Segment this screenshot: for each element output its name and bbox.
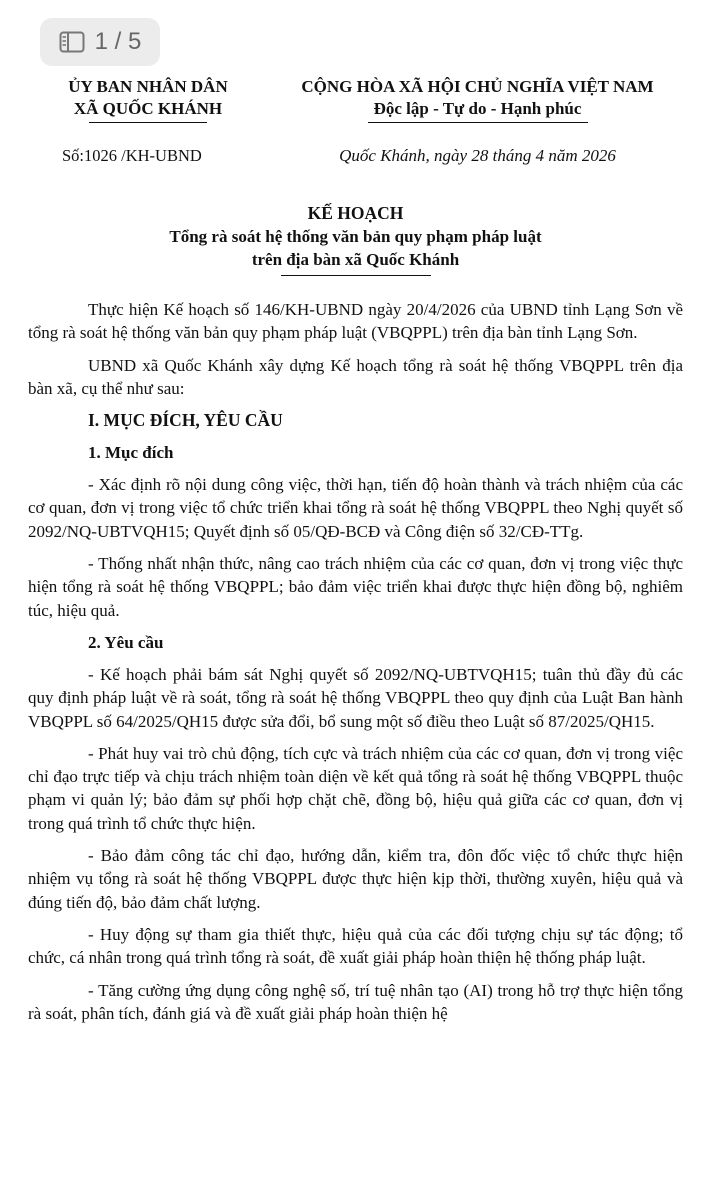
authority-line-2: XÃ QUỐC KHÁNH <box>73 99 223 118</box>
paragraph: Thực hiện Kế hoạch số 146/KH-UBND ngày 20/4/2026 của UBND tỉnh Lạng Sơn về tổng rà soát hệ thống văn bản quy phạm pháp luật (VBQPPL) trên địa bàn tỉnh Lạng Sơn. <box>28 300 683 343</box>
title-main: KẾ HOẠCH <box>307 203 404 223</box>
paragraph: UBND xã Quốc Khánh xây dựng Kế hoạch tổng rà soát hệ thống VBQPPL trên địa bàn xã, cụ thể như sau: <box>28 355 683 398</box>
title-line-2: trên địa bàn xã Quốc Khánh <box>251 250 460 269</box>
subsection-heading: 1. Mục đích <box>88 443 174 463</box>
page-indicator[interactable] <box>40 18 160 66</box>
document-body <box>28 298 683 1034</box>
authority-line-1: ỦY BAN NHÂN DÂN <box>68 77 228 96</box>
paragraph: - Xác định rõ nội dung công việc, thời hạn, tiến độ hoàn thành và trách nhiệm của các cơ quan, đơn vị trong việc tổ chức triển khai tổng rà soát hệ thống VBQPPL theo Nghị quyết số 2092/NQ-UBTVQH15; Quyết định số 05/QĐ-BCĐ và Công điện số 32/CĐ-TTg. <box>28 475 683 541</box>
paragraph: - Thống nhất nhận thức, nâng cao trách nhiệm của các cơ quan, đơn vị trong việc thực hiện tổng rà soát hệ thống VBQPPL; bảo đảm việc triển khai được thực hiện đồng bộ, nghiêm túc, hiệu quả. <box>28 554 683 620</box>
subsection-heading: 2. Yêu cầu <box>88 632 164 652</box>
title-underline <box>281 275 431 276</box>
paragraph: - Bảo đảm công tác chỉ đạo, hướng dẫn, kiểm tra, đôn đốc việc tổ chức thực hiện nhiệm vụ tổng rà soát hệ thống VBQPPL được thực hiện kịp thời, thường xuyên, hiệu quả và đúng tiến độ, bảo đảm chất lượng. <box>28 846 683 912</box>
page-counter: 1 / 5 <box>94 28 142 55</box>
paragraph: - Kế hoạch phải bám sát Nghị quyết số 2092/NQ-UBTVQH15; tuân thủ đầy đủ các quy định pháp luật về rà soát, tổng rà soát hệ thống VBQPPL theo quy định của Luật Ban hành VBQPPL số 64/2025/QH15 được sửa đổi, bổ sung một số điều theo Luật số 87/2025/QH15. <box>28 664 683 731</box>
document-date: Quốc Khánh, ngày 28 tháng 4 năm 2026 <box>339 146 616 165</box>
document-number: Số:1026 /KH-UBND <box>62 146 202 165</box>
document-title <box>0 202 711 276</box>
authority-underline <box>89 122 207 123</box>
paragraph: - Tăng cường ứng dụng công nghệ số, trí tuệ nhân tạo (AI) trong hỗ trợ thực hiện tổng rà soát, phân tích, đánh giá và đề xuất giải pháp hoàn thiện hệ <box>28 980 683 1023</box>
paragraph: - Huy động sự tham gia thiết thực, hiệu quả của các đối tượng chịu sự tác động; tổ chức, cá nhân trong quá trình tổng rà soát, đề xuất giải pháp hoàn thiện hệ thống pháp luật. <box>28 924 683 968</box>
country-name: CỘNG HÒA XÃ HỘI CHỦ NGHĨA VIỆT NAM <box>301 77 654 96</box>
title-line-1: Tổng rà soát hệ thống văn bản quy phạm pháp luật <box>169 227 542 246</box>
motto-underline <box>368 122 588 123</box>
national-motto <box>250 76 705 123</box>
sidebar-panel-icon <box>59 31 85 53</box>
paragraph: - Phát huy vai trò chủ động, tích cực và trách nhiệm của các cơ quan, đơn vị trong việc chỉ đạo trực tiếp và chịu trách nhiệm toàn diện về kết quả tổng rà soát hệ thống VBQPPL thuộc phạm vi quản lý; bảo đảm sự phối hợp chặt chẽ, đồng bộ, hiệu quả giữa các cơ quan, đơn vị trong quá trình tổ chức thực hiện. <box>28 743 683 833</box>
section-heading: I. MỤC ĐÍCH, YÊU CẦU <box>88 410 283 431</box>
issuing-authority <box>52 76 244 123</box>
motto: Độc lập - Tự do - Hạnh phúc <box>373 99 582 118</box>
